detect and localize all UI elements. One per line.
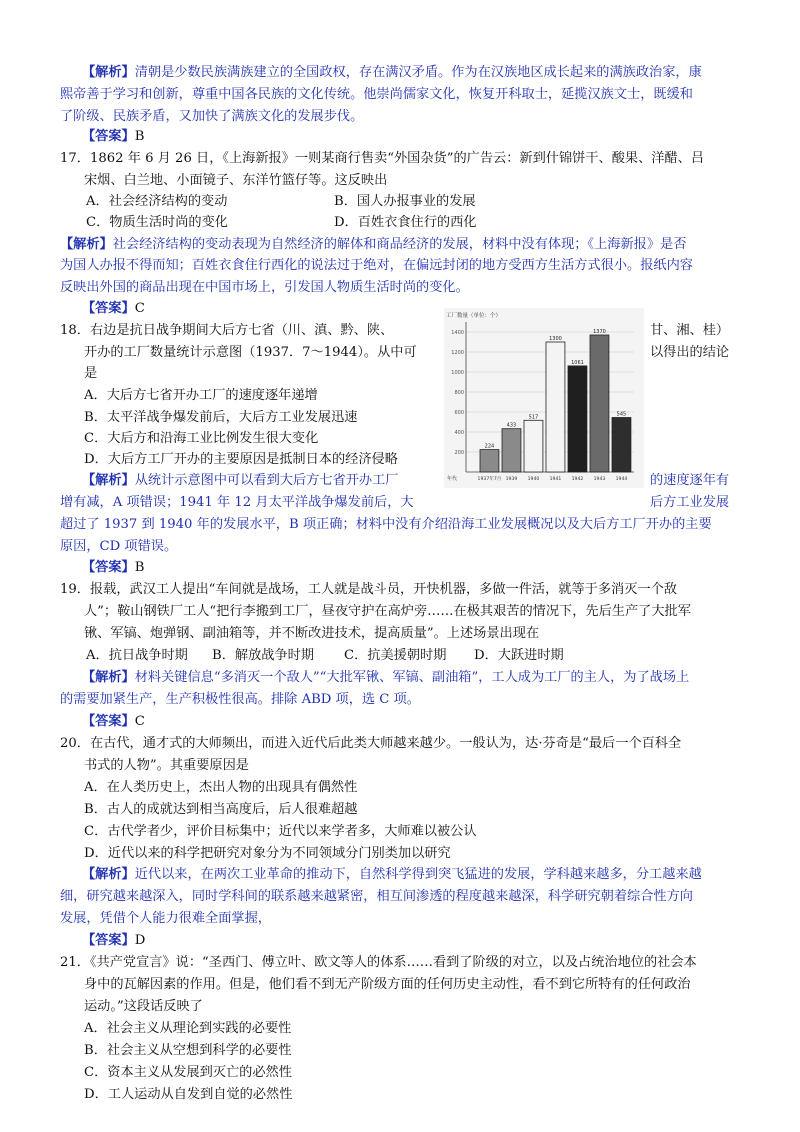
q20-option-b: B．古人的成就达到相当高度后，后人很难超越 bbox=[84, 802, 358, 817]
q18-option-a: A．大后方七省开办工厂的速度逐年递增 bbox=[84, 388, 318, 403]
q16-analysis-line-3: 了阶级、民族矛盾，又加快了满族文化的发展步伐。 bbox=[60, 109, 364, 124]
q19-stem-line-2: 人”；鞍山钢铁厂工人“把行李搬到工厂，昼夜守护在高炉旁……在极其艰苦的情况下，先后生产了大批军 bbox=[84, 604, 691, 619]
q21-stem-line-1: 21．《共产党宣言》说：“圣西门、傅立叶、欧文等人的体系……看到了阶级的对立，以及占统治地位的社会本 bbox=[60, 955, 697, 970]
bar-value-label: 1300 bbox=[549, 336, 562, 342]
y-tick-label: 1200 bbox=[451, 350, 464, 356]
q18-stem-line-1b: 甘、湘、桂） bbox=[650, 323, 730, 338]
y-tick-label: 800 bbox=[454, 390, 464, 396]
q21-stem-line-2: 身中的瓦解因素的作用。但是，他们看不到无产阶级方面的任何历史主动性，看不到它所特有的任何政治 bbox=[84, 977, 691, 992]
q18-stem-line-3: 是 bbox=[84, 366, 98, 381]
q20-stem-line-1: 20．在古代，通才式的大师频出，而进入近代后此类大师越来越少。一般认为，达·芬奇是“最后一个百科全 bbox=[60, 736, 682, 751]
x-tick-label: 1940 bbox=[527, 477, 540, 482]
x-tick-label: 1944 bbox=[615, 477, 628, 482]
q21-option-b: B．社会主义从空想到科学的必要性 bbox=[84, 1043, 292, 1058]
q21-option-a: A．社会主义从理论到实践的必要性 bbox=[84, 1021, 292, 1036]
q19-option-a: A．抗日战争时期 bbox=[86, 648, 188, 663]
x-tick-label: 1937年7月 bbox=[477, 477, 502, 482]
q17-option-c: C．物质生活时尚的变化 bbox=[86, 215, 228, 230]
q20-analysis-line-3: 发展，凭借个人能力很难全面掌握， bbox=[60, 911, 271, 926]
bar-value-label: 1061 bbox=[571, 359, 584, 366]
q17-analysis-line-1: 【解析】社会经济结构的变动表现为自然经济的解体和商品经济的发展，材料中没有体现；《上海新报》是否 bbox=[60, 237, 687, 252]
q19-option-c: C．抗美援朝时期 bbox=[344, 648, 447, 663]
y-tick-label: 400 bbox=[454, 430, 464, 436]
bar bbox=[546, 342, 565, 472]
y-tick-label: 200 bbox=[454, 450, 464, 456]
q18-analysis-line-3: 超过了 1937 到 1940 年的发展水平，B 项正确；材料中没有介绍沿海工业发展概况以及大后方工厂开办的主要 bbox=[60, 517, 712, 532]
q20-answer: 【答案】D bbox=[82, 933, 146, 948]
q18-stem-line-1a: 18．右边是抗日战争期间大后方七省（川、滇、黔、陕、 bbox=[60, 323, 394, 338]
q17-stem-line-2: 宋烟、白兰地、小面镜子、东洋竹篮仔等。这反映出 bbox=[84, 173, 388, 188]
x-tick-label: 1939 bbox=[505, 477, 518, 482]
q17-option-b: B．国人办报事业的发展 bbox=[334, 194, 476, 209]
q18-stem-line-2b: 以得出的结论 bbox=[650, 345, 730, 360]
analysis-tag: 【解析】 bbox=[82, 65, 135, 80]
bar-value-label: 545 bbox=[616, 411, 627, 418]
chart-ylabel: 工厂数量（单位：个） bbox=[446, 313, 502, 319]
y-tick-label: 1000 bbox=[451, 370, 464, 376]
q17-option-d: D．百姓衣食住行的西化 bbox=[334, 215, 477, 230]
q18-answer: 【答案】B bbox=[82, 560, 145, 575]
bar bbox=[480, 450, 499, 472]
q19-analysis-line-2: 的需要加紧生产，生产积极性很高。排除 ABD 项，选 C 项。 bbox=[60, 692, 420, 707]
bar bbox=[524, 420, 543, 472]
q19-option-b: B．解放战争时期 bbox=[212, 648, 315, 663]
x-tick-label: 1942 bbox=[571, 477, 584, 482]
q18-analysis-line-4: 原因，CD 项错误。 bbox=[60, 539, 178, 554]
y-tick-label: 1400 bbox=[451, 330, 464, 336]
q19-analysis-line-1: 【解析】材料关键信息“多消灭一个敌人”“大批军锹、军镐、副油箱”，工人成为工厂的主人，为了战场上 bbox=[82, 670, 690, 685]
factory-count-chart bbox=[444, 308, 644, 488]
q20-option-d: D．近代以来的科学把研究对象分为不同领域分门别类加以研究 bbox=[84, 846, 451, 861]
q19-stem-line-1: 19．报载，武汉工人提出“车间就是战场，工人就是战斗员，开快机器，多做一件活，就等于多消灭一个敌 bbox=[60, 582, 677, 597]
bar bbox=[502, 429, 521, 472]
q18-analysis-line-2a: 增有减，A 项错误；1941 年 12 月太平洋战争爆发前后，大 bbox=[60, 495, 414, 510]
q20-option-a: A．在人类历史上，杰出人物的出现具有偶然性 bbox=[84, 780, 358, 795]
q21-option-c: C．资本主义从发展到灭亡的必然性 bbox=[84, 1065, 292, 1080]
q18-analysis-line-2b: 后方工业发展 bbox=[650, 495, 730, 510]
bar bbox=[590, 335, 609, 472]
q20-analysis-line-2: 细，研究越来越深入，同时学科间的联系越来越紧密，相互间渗透的程度越来越深，科学研究朝着综合性方向 bbox=[60, 889, 693, 904]
q16-answer: 【答案】B bbox=[82, 129, 145, 144]
bar-value-label: 224 bbox=[484, 443, 495, 450]
q17-option-a: A．社会经济结构的变动 bbox=[86, 194, 228, 209]
y-tick-label: 600 bbox=[454, 410, 464, 416]
q21-stem-line-3: 运动。”这段话反映了 bbox=[84, 999, 203, 1014]
q18-analysis-line-1a: 【解析】从统计示意图中可以看到大后方七省开办工厂 bbox=[82, 473, 399, 488]
q18-option-d: D．大后方工厂开办的主要原因是抵制日本的经济侵略 bbox=[84, 452, 398, 467]
q20-analysis-line-1: 【解析】近代以来，在两次工业革命的推动下，自然科学得到突飞猛进的发展，学科越来越多，分工越来越 bbox=[82, 867, 702, 882]
bar-value-label: 517 bbox=[528, 414, 539, 421]
q20-option-c: C．古代学者少，评价目标集中；近代以来学者多，大师难以被公认 bbox=[84, 824, 477, 839]
q18-option-c: C．大后方和沿海工业比例发生很大变化 bbox=[84, 431, 319, 446]
q18-option-b: B．太平洋战争爆发前后，大后方工业发展迅速 bbox=[84, 410, 358, 425]
bar-chart-svg bbox=[444, 308, 644, 488]
bar bbox=[612, 418, 631, 473]
q16-analysis-line-2: 熙帝善于学习和创新，尊重中国各民族的文化传统。他崇尚儒家文化，恢复开科取士，延揽汉族文士，既缓和 bbox=[60, 87, 693, 102]
q17-answer: 【答案】C bbox=[82, 301, 145, 316]
chart-xlabel: 年代 bbox=[447, 476, 458, 482]
q19-stem-line-3: 锹、军镐、炮弹钢、副油箱等，并不断改进技术，提高质量”。上述场景出现在 bbox=[84, 626, 540, 641]
bar-value-label: 1370 bbox=[593, 329, 606, 335]
q17-stem-line-1: 17．1862 年 6 月 26 日，《上海新报》一则某商行售卖“外国杂货”的广告云：新到什锦饼干、酸果、洋醋、吕 bbox=[60, 151, 705, 166]
q21-option-d: D．工人运动从自发到自觉的必然性 bbox=[84, 1087, 293, 1102]
x-tick-label: 1941 bbox=[549, 477, 562, 482]
q19-option-d: D．大跃进时期 bbox=[474, 648, 564, 663]
q19-answer: 【答案】C bbox=[82, 714, 145, 729]
q17-analysis-line-3: 反映出外国的商品出现在中国市场上，引发国人物质生活时尚的变化。 bbox=[60, 280, 469, 295]
q16-analysis-line-1: 【解析】清朝是少数民族满族建立的全国政权，存在满汉矛盾。作为在汉族地区成长起来的满族政治家，康 bbox=[82, 65, 702, 80]
bar bbox=[568, 366, 587, 472]
x-tick-label: 1943 bbox=[593, 477, 606, 482]
q20-stem-line-2: 书式的人物”。其重要原因是 bbox=[84, 758, 249, 773]
q18-stem-line-2a: 开办的工厂数量统计示意图（1937．7～1944）。从中可 bbox=[84, 345, 417, 360]
q17-analysis-line-2: 为国人办报不得而知；百姓衣食住行西化的说法过于绝对，在偏远封闭的地方受西方生活方式很小。报纸内容 bbox=[60, 258, 693, 273]
q18-analysis-line-1b: 的速度逐年有 bbox=[650, 473, 730, 488]
bar-value-label: 433 bbox=[506, 422, 517, 429]
